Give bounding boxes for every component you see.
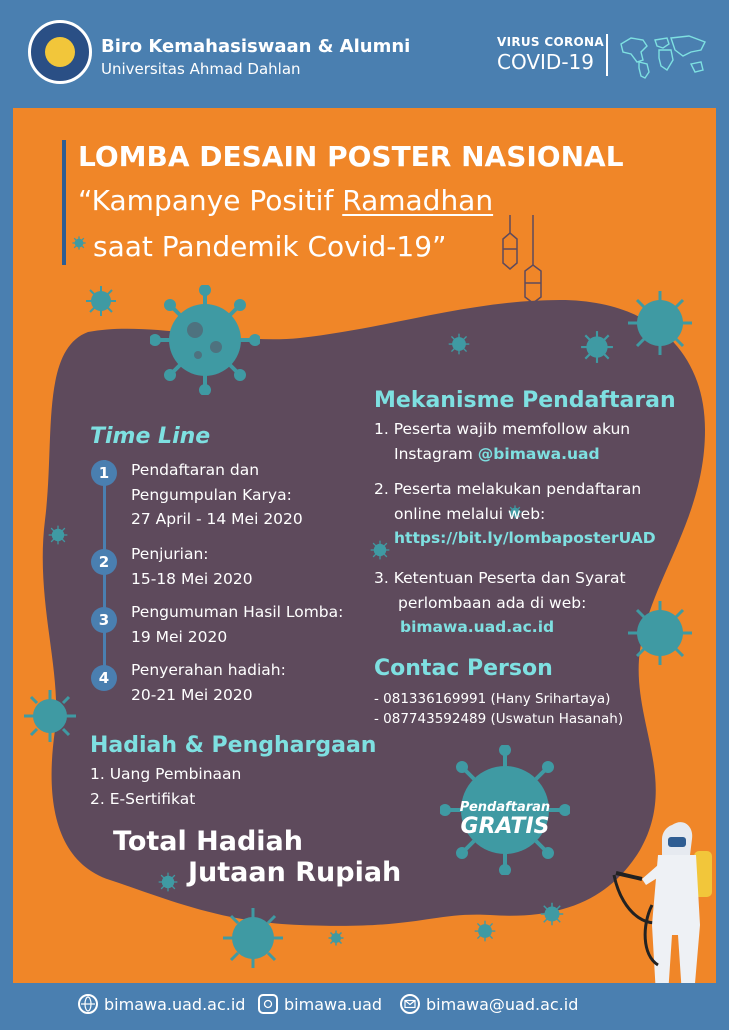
footer-web-text: bimawa.uad.ac.id	[104, 994, 246, 1014]
timeline-step-number: 3	[91, 607, 117, 633]
footer-instagram-text: bimawa.uad	[284, 994, 383, 1014]
timeline-item-line: Pengumuman Hasil Lomba:	[131, 603, 344, 621]
lantern-icon	[495, 215, 550, 315]
website-link[interactable]: bimawa.uad.ac.id	[400, 618, 555, 636]
virus-icon	[370, 540, 390, 560]
instagram-icon	[258, 994, 278, 1014]
contact-item: - 087743592489 (Uswatun Hasanah)	[374, 711, 624, 727]
mekanisme-item-1-line-1: 1. Peserta wajib memfollow akun	[374, 420, 631, 438]
footer-email[interactable]	[400, 994, 578, 1014]
contact-item: - 081336169991 (Hany Srihartaya)	[374, 691, 611, 707]
email-icon	[400, 994, 420, 1014]
virus-icon	[328, 930, 344, 946]
timeline-item	[131, 542, 253, 591]
mekanisme-item-1-line-2	[394, 442, 600, 467]
virus-icon	[158, 872, 178, 892]
badge-big-text: GRATIS	[460, 814, 550, 839]
timeline-step-number: 2	[91, 549, 117, 575]
virus-icon	[540, 902, 564, 926]
timeline-step-number: 4	[91, 665, 117, 691]
globe-icon	[78, 994, 98, 1014]
timeline-item	[131, 600, 343, 649]
timeline-item-line: Penyerahan hadiah:	[131, 661, 286, 679]
timeline-item-line: 20-21 Mei 2020	[131, 685, 253, 704]
virus-icon	[150, 285, 260, 395]
quote-line-1	[78, 184, 493, 217]
virus-icon	[625, 598, 695, 668]
main-title: LOMBA DESAIN POSTER NASIONAL	[78, 140, 624, 173]
footer-web[interactable]	[78, 994, 245, 1014]
timeline-item	[131, 458, 303, 532]
total-prize-line-1: Total Hadiah	[113, 826, 304, 857]
org-title: Biro Kemahasiswaan & Alumni	[101, 36, 411, 57]
instagram-handle[interactable]: @bimawa.uad	[477, 445, 600, 463]
virus-icon	[580, 330, 614, 364]
hadiah-item: 2. E-Sertifikat	[90, 790, 196, 808]
mekanisme-item-2-line-2: online melalui web:	[394, 505, 546, 523]
timeline-item-line: Penjurian:	[131, 545, 209, 563]
timeline-item-line: Pendaftaran dan	[131, 461, 260, 479]
virus-icon	[474, 920, 496, 942]
registration-link[interactable]: https://bit.ly/lombaposterUAD	[394, 529, 656, 547]
quote-underlined-word: Ramadhan	[342, 184, 494, 217]
quote-line-2: saat Pandemik Covid-19”	[93, 230, 447, 263]
virus-icon	[22, 688, 78, 744]
mekanisme-item-3-line-2: perlombaan ada di web:	[398, 594, 587, 612]
timeline-step-number: 1	[91, 460, 117, 486]
timeline-item-line: 15-18 Mei 2020	[131, 569, 253, 588]
hadiah-heading: Hadiah & Penghargaan	[90, 733, 377, 758]
virus-icon	[85, 285, 117, 317]
title-accent-bar	[62, 140, 66, 265]
footer-email-text: bimawa@uad.ac.id	[426, 994, 579, 1014]
virus-label-big: COVID-19	[497, 50, 595, 74]
virus-icon	[625, 288, 695, 358]
virus-icon	[72, 236, 86, 250]
virus-label-small: VIRUS CORONA	[497, 35, 604, 49]
timeline-item	[131, 658, 286, 707]
sprayer-person-illustration	[612, 815, 720, 1010]
mekanisme-item-3-line-1: 3. Ketentuan Peserta dan Syarat	[374, 569, 626, 587]
timeline-heading: Time Line	[90, 424, 211, 449]
mekanisme-heading: Mekanisme Pendaftaran	[374, 388, 676, 413]
instagram-prefix: Instagram	[394, 445, 478, 463]
contact-heading: Contac Person	[374, 656, 553, 681]
org-subtitle: Universitas Ahmad Dahlan	[101, 60, 301, 78]
virus-icon	[220, 905, 286, 971]
timeline-item-line: 27 April - 14 Mei 2020	[131, 510, 303, 528]
virus-icon	[448, 333, 470, 355]
total-prize-line-2: Jutaan Rupiah	[188, 857, 402, 888]
badge-small-text: Pendaftaran	[459, 800, 551, 815]
footer-instagram[interactable]	[258, 994, 382, 1014]
virus-icon	[48, 525, 68, 545]
quote-prefix: “Kampanye Positif	[78, 184, 343, 217]
timeline-item-line: Pengumpulan Karya:	[131, 485, 292, 504]
hadiah-item: 1. Uang Pembinaan	[90, 765, 242, 783]
timeline-item-line: 19 Mei 2020	[131, 627, 228, 646]
mekanisme-item-2-line-1: 2. Peserta melakukan pendaftaran	[374, 480, 642, 498]
